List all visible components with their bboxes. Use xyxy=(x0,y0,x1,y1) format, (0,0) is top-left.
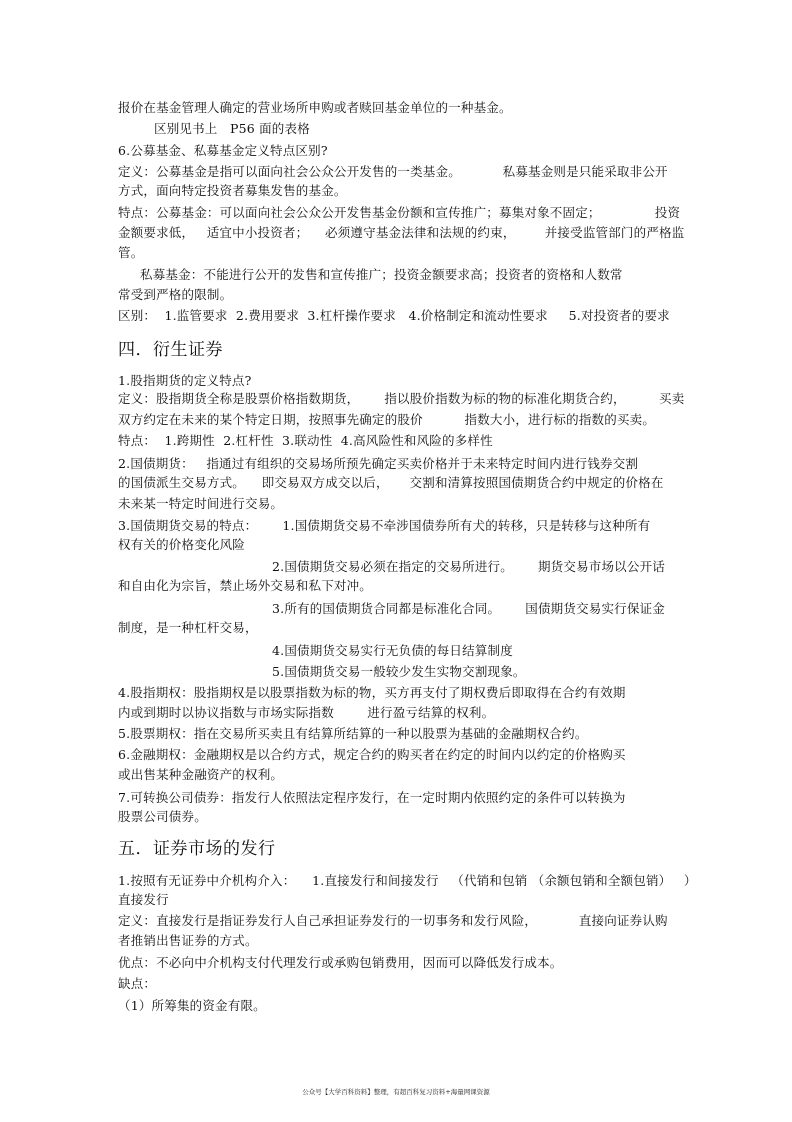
text-line: 报价在基金管理人确定的营业场所申购或者赎回基金单位的一种基金。 xyxy=(118,100,512,115)
text-line: 定义：公募基金是指可以面向社会公众公开发售的一类基金。 私募基金则是只能采取非公开 xyxy=(118,164,668,179)
text-line: 的国债派生交易方式。 即交易双方成交以后， 交割和清算按照国债期货合约中规定的价格在 xyxy=(118,475,664,490)
text-line: 6.公募基金、私募基金定义特点区别? xyxy=(118,143,328,158)
text-line: 未来某一特定时间进行交易。 xyxy=(118,496,284,511)
text-line: 5.股票期权：指在交易所买卖且有结算所结算的一种以股票为基础的金融期权合约。 xyxy=(118,726,588,741)
text-line: 方式，面向特定投资者募集发售的基金。 xyxy=(118,183,347,198)
text-line: 1.按照有无证券中介机构介入： 1.直接发行和间接发行 （代销和包销 （余额包销和全额包销） ） xyxy=(118,873,697,888)
text-line: 4.国债期货交易实行无负债的每日结算制度 xyxy=(272,643,513,658)
text-line: （1）所筹集的资金有限。 xyxy=(118,998,266,1013)
text-line: 权有关的价格变化风险 xyxy=(118,537,246,552)
section-heading: 四．衍生证券 xyxy=(118,340,223,360)
text-line: 2.国债期货： 指通过有组织的交易场所预先确定买卖价格并于未来特定时间内进行钱券交割 xyxy=(118,456,639,471)
text-line: 5.国债期货交易一般较少发生实物交割现象。 xyxy=(272,664,526,679)
text-line: 常受到严格的限制。 xyxy=(118,287,233,302)
text-line: 缺点： xyxy=(118,976,157,991)
text-line: 特点： 1.跨期性 2.杠杆性 3.联动性 4.高风险性和风险的多样性 xyxy=(118,433,493,448)
text-line: 优点：不必向中介机构支付代理发行或承购包销费用，因而可以降低发行成本。 xyxy=(118,955,563,970)
text-line: 6.金融期权：金融期权是以合约方式，规定合约的购买者在约定的时间内以约定的价格购买 xyxy=(118,747,626,762)
text-line: 或出售某种金融资产的权利。 xyxy=(118,767,284,782)
text-line: 制度，是一种杠杆交易， xyxy=(118,620,258,635)
text-line: 3.国债期货交易的特点： 1.国债期货交易不牵涉国债券所有犬的转移，只是转移与这种所有 xyxy=(118,518,651,533)
text-line: 双方约定在未来的某个特定日期，按照事先确定的股价 指数大小，进行标的指数的买卖。 xyxy=(118,412,656,427)
text-line: 直接发行 xyxy=(118,892,169,907)
text-line: 区别： 1.监管要求 2.费用要求 3.杠杆操作要求 4.价格制定和流动性要求 5.对投资者的要求 xyxy=(118,308,670,323)
text-line: 和自由化为宗旨，禁止场外交易和私下对冲。 xyxy=(118,578,373,593)
section-heading: 五．证券市场的发行 xyxy=(118,839,276,859)
text-line: 内或到期时以协议指数与市场实际指数 进行盈亏结算的权利。 xyxy=(118,705,495,720)
text-line: 1.股指期货的定义特点? xyxy=(118,373,252,388)
text-line: 特点：公募基金：可以面向社会公众公开发售基金份额和宣传推广；募集对象不固定； 投资 xyxy=(118,205,681,220)
text-line: 金额要求低， 适宜中小投资者； 必须遵守基金法律和法规的约束， 并接受监管部门的严格监 xyxy=(118,225,685,240)
text-line: 区别见书上 P56 面的表格 xyxy=(154,121,310,136)
text-line: 管。 xyxy=(118,245,144,260)
text-line: 3.所有的国债期货合同都是标准化合同。 国债期货交易实行保证金 xyxy=(272,601,665,616)
text-line: 股票公司债券。 xyxy=(118,809,207,824)
text-line: 定义：直接发行是指证券发行人自己承担证券发行的一切事务和发行风险， 直接向证券认购 xyxy=(118,913,668,928)
page-footer: 公众号【大学百科资料】整理，有超百科复习资料+海量网课资源 xyxy=(302,1088,490,1096)
text-line: 私募基金：不能进行公开的发售和宣传推广；投资金额要求高；投资者的资格和人数常 xyxy=(140,267,623,282)
text-line: 2.国债期货交易必须在指定的交易所进行。 期货交易市场以公开话 xyxy=(272,559,665,574)
text-line: 7.可转换公司债券：指发行人依照法定程序发行，在一定时期内依照约定的条件可以转换为 xyxy=(118,790,626,805)
text-line: 者推销出售证券的方式。 xyxy=(118,933,258,948)
text-line: 4.股指期权：股指期权是以股票指数为标的物，买方再支付了期权费后即取得在合约有效期 xyxy=(118,685,626,700)
text-line: 定义：股指期货全称是股票价格指数期货， 指以股价指数为标的物的标准化期货合约， 买卖 xyxy=(118,391,685,406)
